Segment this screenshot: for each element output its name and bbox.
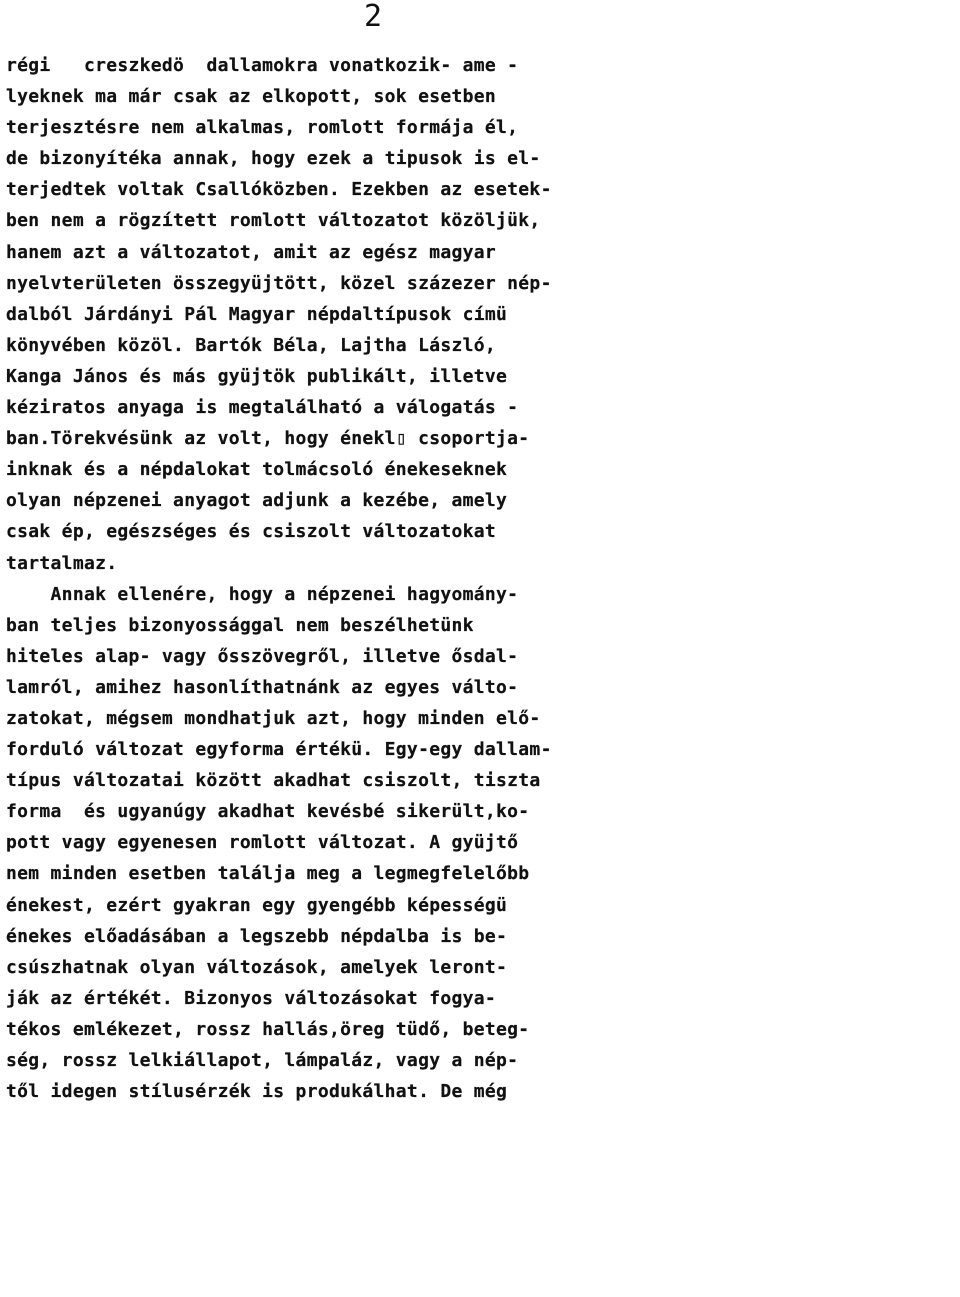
text-line: inknak és a népdalokat tolmácsoló énekeseknek	[6, 459, 508, 481]
text-line: nyelvterületen összegyüjtött, közel százezer nép-	[6, 272, 552, 294]
text-line: Annak ellenére, hogy a népzenei hagyomány-	[6, 583, 519, 605]
text-line: ben nem a rögzített romlott változatot közöljük,	[6, 210, 541, 232]
text-line: ban.Törekvésünk az volt, hogy énekl▯ csoportja-	[6, 428, 530, 450]
text-line: csúszhatnak olyan változások, amelyek leront-	[6, 956, 508, 978]
text-line: nem minden esetben találja meg a legmegfelelőbb	[6, 863, 530, 885]
text-line: dalból Járdányi Pál Magyar népdaltípusok címü	[6, 303, 508, 325]
text-line: forduló változat egyforma értékü. Egy-egy dallam-	[6, 739, 552, 761]
text-line: olyan népzenei anyagot adjunk a kezébe, amely	[6, 490, 508, 512]
text-line: ban teljes bizonyossággal nem beszélhetünk	[6, 614, 474, 636]
text-line: típus változatai között akadhat csiszolt, tiszta	[6, 770, 541, 792]
text-line: hanem azt a változatot, amit az egész magyar	[6, 241, 497, 263]
text-line: énekest, ezért gyakran egy gyengébb képességü	[6, 894, 508, 916]
text-line: lamról, amihez hasonlíthatnánk az egyes válto-	[6, 676, 519, 698]
body-text	[6, 50, 960, 1107]
text-line: de bizonyítéka annak, hogy ezek a tipusok is el-	[6, 148, 541, 170]
text-line: csak ép, egészséges és csiszolt változatokat	[6, 521, 497, 543]
text-line: Kanga János és más gyüjtök publikált, illetve	[6, 365, 508, 387]
text-line: régi creszkedö dallamokra vonatkozik- ame -	[6, 55, 519, 76]
text-line: től idegen stílusérzék is produkálhat. De még	[6, 1081, 508, 1103]
text-line: lyeknek ma már csak az elkopott, sok esetben	[6, 86, 497, 108]
text-line: tartalmaz.	[6, 552, 118, 574]
text-line: könyvében közöl. Bartók Béla, Lajtha László,	[6, 334, 497, 356]
text-line: ják az értékét. Bizonyos változásokat fogya-	[6, 987, 497, 1009]
text-line: kéziratos anyaga is megtalálható a válogatás -	[6, 397, 519, 419]
text-line: ség, rossz lelkiállapot, lámpaláz, vagy a nép-	[6, 1050, 519, 1071]
text-line: terjedtek voltak Csallóközben. Ezekben az esetek-	[6, 179, 552, 201]
text-line: pott vagy egyenesen romlott változat. A gyüjtő	[6, 832, 519, 854]
text-line: énekes előadásában a legszebb népdalba is be-	[6, 925, 508, 947]
text-line: tékos emlékezet, rossz hallás,öreg tüdő, beteg-	[6, 1018, 530, 1040]
text-line: zatokat, mégsem mondhatjuk azt, hogy minden elő-	[6, 707, 541, 729]
page-number: 2	[364, 0, 383, 34]
text-line: terjesztésre nem alkalmas, romlott formája él,	[6, 117, 519, 139]
text-line: forma és ugyanúgy akadhat kevésbé sikerült,ko-	[6, 801, 530, 823]
text-line: hiteles alap- vagy ősszövegről, illetve ősdal-	[6, 645, 519, 667]
